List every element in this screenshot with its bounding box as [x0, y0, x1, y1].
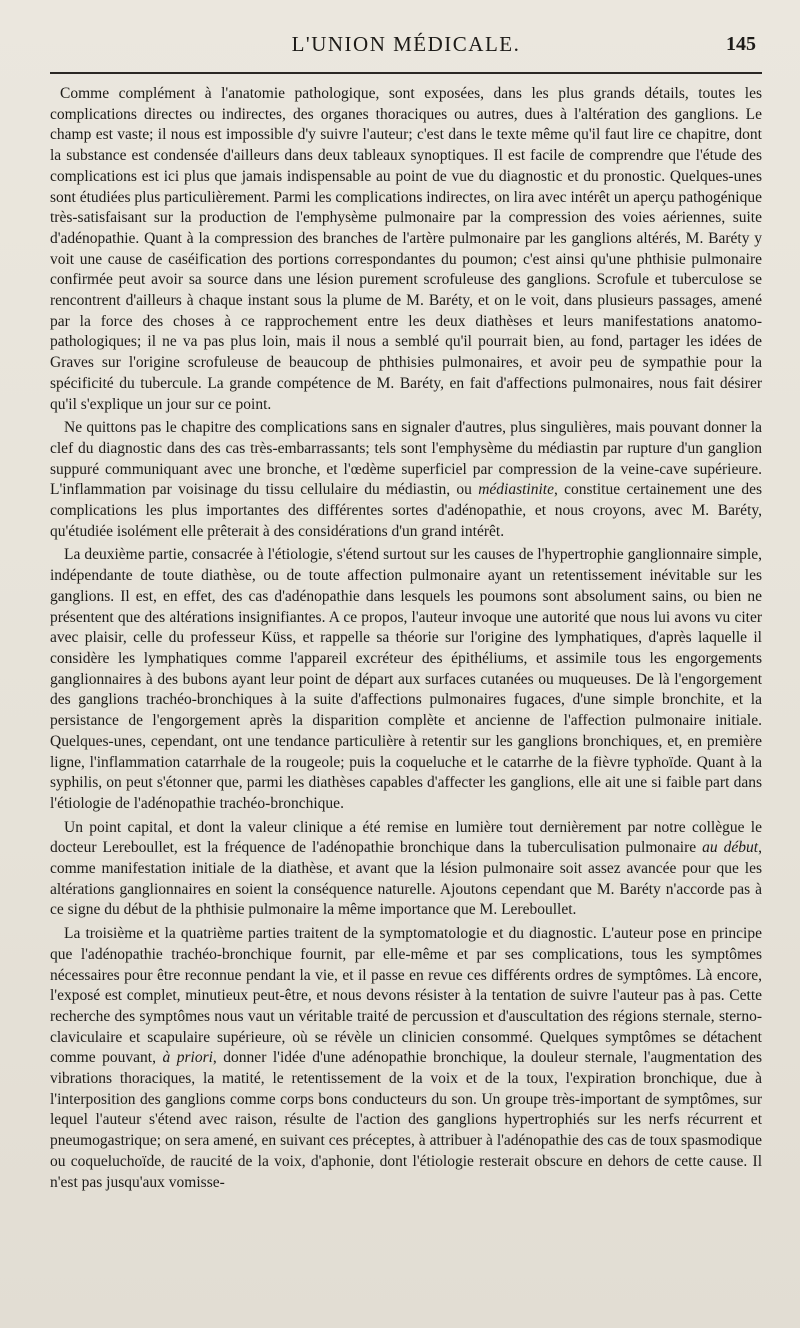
paragraph-text: , constitue certainement une des complications les plus importantes des différentes sortes d'adénopathie, et nous croyons, avec M. Baréty, qu'étudiée isolément elle prêterait à des considérations d'un grand intérêt.: [50, 481, 762, 540]
paragraph-text: La troisième et la quatrième parties traitent de la symptomatologie et du diagnostic. L'auteur pose en principe que l'adénopathie trachéo-bronchique fournit, par elle-même et par ses complications, tous les symptômes nécessaires pour être reconnue pendant la vie, et il passe en revue ces différents ordres de symptômes. Là encore, l'exposé est complet, minutieux peut-être, et nous devons résister à la tentation de suivre l'auteur pas à pas. Cette recherche des symptômes nous vaut un véritable traité de percussion et d'auscultation des régions sternale, sterno-claviculaire et scapulaire supérieure, où se révèle un clinicien consommé. Quelques symptômes se détachent comme pouvant,: [50, 925, 762, 1067]
paragraph-text: Un point capital, et dont la valeur clinique a été remise en lumière tout dernièrement par notre collègue le docteur Lereboullet, est la fréquence de l'adénopathie bronchique dans la tuberculisation pulmonaire: [50, 818, 762, 857]
header-rule: [50, 72, 762, 74]
page-number: 145: [726, 33, 756, 55]
running-head: [50, 26, 762, 62]
paragraph: [50, 418, 762, 542]
paragraph: [50, 924, 762, 1193]
paragraph-text: La deuxième partie, consacrée à l'étiologie, s'étend surtout sur les causes de l'hypertrophie ganglionnaire simple, indépendante de toute diathèse, ou de toute affection pulmonaire ayant un retentissement inévitable sur les ganglions. Il est, en effet, des cas d'adénopathie dans lesquels les poumons sont absolument sains, ou bien ne présentent que des altérations insignifiantes. A ce propos, l'auteur invoque une autorité que nous lui avons vu citer avec plaisir, celle du professeur Küss, et rappelle sa théorie sur l'origine des lymphatiques, d'après laquelle il considère les lymphatiques comme l'appareil excréteur des épithéliums, et assimile tous les engorgements ganglionnaires à des bubons ayant leur point de départ aux surfaces cutanées ou muqueuses. De là l'engorgement des ganglions trachéo-bronchiques à la suite d'affections pulmonaires fugaces, d'une simple bronchite, et la persistance de l'engorgement après la disparition complète et ancienne de l'affection pulmonaire initiale. Quelques-unes, cependant, ont une tendance particulière à retentir sur les ganglions bronchiques, et, en première ligne, l'inflammation catarrhale de la rougeole; puis la coqueluche et le catarrhe de la fièvre typhoïde. Quant à la syphilis, on peut s'étonner que, parmi les diathèses capables d'affecter les ganglions, elle ait une si faible part dans l'étiologie de l'adénopathie trachéo-bronchique.: [50, 546, 762, 812]
paragraph-text: Comme complément à l'anatomie pathologique, sont exposées, dans les plus grands détails, toutes les complications directes ou indirectes, des organes thoraciques ou autres, dues à l'altération des ganglions. Le champ est vaste; il nous est impossible d'y suivre l'auteur; c'est dans le texte même qu'il faut lire ce chapitre, dont la substance est condensée d'ailleurs dans deux tableaux synoptiques. Il est facile de comprendre que l'étude des complications est ici plus que jamais indispensable au point de vue du diagnostic et du pronostic. Quelques-unes sont étudiées plus particulièrement. Parmi les complications indirectes, on lira avec intérêt un aperçu pathogénique très-satisfaisant sur la production de l'emphysème pulmonaire par la compression des voies aériennes, suite d'adénopathie. Quant à la compression des branches de l'artère pulmonaire par les ganglions altérés, M. Baréty y voit une cause de caséification des portions correspondantes du poumon; c'est ainsi qu'une phthisie pulmonaire confirmée peut avoir sa source dans une lésion purement scrofuleuse des ganglions. Scrofule et tuberculose se rencontrent d'ailleurs à chaque instant sous la plume de M. Baréty, et on le voit, dans plusieurs passages, amené par la force des choses à ce rapprochement entre les deux diathèses et leurs manifestations anatomo-pathologiques; il ne va pas plus loin, mais il nous a semblé qu'il pourrait bien, au fond, partager les idées de Graves sur l'origine scrofuleuse de beaucoup de phthisies pulmonaires, et avoir peu de sympathie pour la spécificité du tubercule. La grande compétence de M. Baréty, en fait d'affections pulmonaires, nous fait désirer qu'il s'explique un jour sur ce point.: [50, 85, 762, 413]
paragraph: [50, 818, 762, 922]
running-title: L'UNION MÉDICALE.: [291, 32, 521, 56]
paragraph: [50, 545, 762, 814]
article-body: [50, 84, 762, 1193]
paragraph-text: Ne quittons pas le chapitre des complications sans en signaler d'autres, plus singulières, mais pouvant donner la clef du diagnostic dans des cas très-embarrassants; tels sont l'emphysème du médiastin par rupture d'un ganglion suppuré communiquant avec une bronche, et l'œdème superficiel par compression de la veine-cave supérieure. L'inflammation par voisinage du tissu cellulaire du médiastin, ou: [50, 419, 762, 499]
italic-text: à priori: [162, 1049, 213, 1067]
paragraph-text: , donner l'idée d'une adénopathie bronchique, la douleur sternale, l'augmentation des vibrations thoraciques, la matité, le retentissement de la voix et de la toux, l'expiration bronchique, due à l'interposition des ganglions comme corps bons conducteurs du son. Un groupe très-important de symptômes, sur lequel l'auteur s'étend avec raison, résulte de l'action des ganglions hypertrophiés sur les nerfs récurrent et pneumogastrique; on sera amené, en suivant ces préceptes, à attribuer à l'adénopathie des cas de toux spasmodique ou coqueluchoïde, de raucité de la voix, d'aphonie, dont l'étiologie resterait obscure en dehors de cette cause. Il n'est pas jusqu'aux vomisse-: [50, 1049, 763, 1191]
italic-text: au début: [702, 839, 759, 857]
italic-text: médiastinite: [478, 481, 554, 499]
paragraph-text: , comme manifestation initiale de la diathèse, et avant que la lésion pulmonaire soit assez avancée pour que les altérations ganglionnaires en soient la conséquence naturelle. Ajoutons cependant que M. Baréty n'accorde pas à ce signe du début de la phthisie pulmonaire la même importance que M. Lereboullet.: [50, 839, 762, 919]
paragraph: [50, 84, 762, 415]
